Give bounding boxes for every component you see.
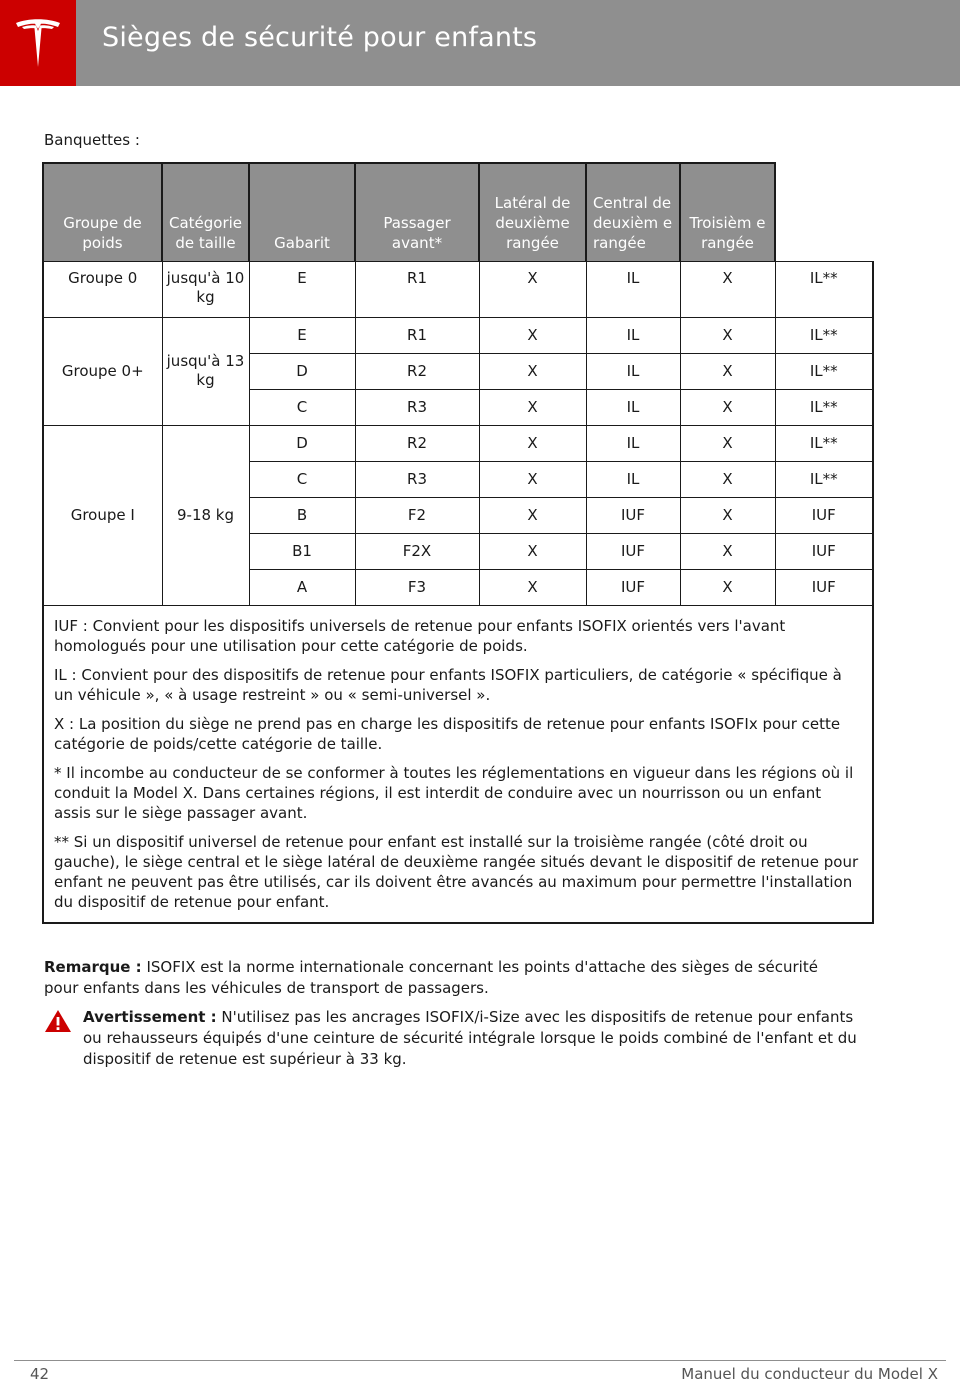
warning-text: N'utilisez pas les ancrages ISOFIX/i-Size avec les dispositifs de retenue pour enfants ou rehausseurs équipés d'une ceinture de sécurité intégrale lorsque le poids combiné de l'enfant et du dispositif de retenue est supérieur à 33 kg. bbox=[83, 1008, 857, 1068]
table-cell: X bbox=[680, 461, 775, 497]
table-cell: X bbox=[680, 261, 775, 317]
page-header bbox=[0, 0, 960, 86]
page-number: 42 bbox=[30, 1365, 50, 1383]
table-cell: X bbox=[680, 497, 775, 533]
table-cell: IL** bbox=[775, 317, 873, 353]
tesla-logo-icon bbox=[14, 17, 62, 69]
group-name-cell: Groupe 0+ bbox=[43, 317, 162, 425]
table-cell: X bbox=[479, 261, 586, 317]
table-cell: R3 bbox=[355, 389, 479, 425]
table-cell: IUF bbox=[586, 497, 680, 533]
header-front-passenger: Passager avant* bbox=[355, 163, 479, 261]
table-cell: R1 bbox=[355, 317, 479, 353]
table-cell: X bbox=[680, 317, 775, 353]
table-cell: IUF bbox=[775, 533, 873, 569]
table-cell: IUF bbox=[775, 497, 873, 533]
table-cell: X bbox=[479, 389, 586, 425]
table-cell: IL bbox=[586, 353, 680, 389]
group-name-cell: Groupe 0 bbox=[43, 261, 162, 317]
table-cell: IUF bbox=[775, 569, 873, 605]
table-cell: IUF bbox=[586, 533, 680, 569]
table-cell: X bbox=[680, 425, 775, 461]
group-weight-cell: jusqu'à 10 kg bbox=[162, 261, 249, 317]
table-cell: X bbox=[680, 533, 775, 569]
note-iuf: IUF : Convient pour les dispositifs universels de retenue pour enfants ISOFIX orientés vers l'avant homologués pour une utilisation pour cette catégorie de poids. bbox=[54, 616, 786, 655]
table-cell: IL** bbox=[775, 353, 873, 389]
footer-manual-title: Manuel du conducteur du Model X bbox=[681, 1365, 938, 1383]
group-weight-cell: jusqu'à 13 kg bbox=[162, 317, 249, 425]
table-notes-cell bbox=[43, 605, 873, 923]
intro-text: Banquettes : bbox=[44, 131, 140, 149]
page-title: Sièges de sécurité pour enfants bbox=[102, 22, 538, 53]
table-cell: R2 bbox=[355, 425, 479, 461]
warning-paragraph bbox=[83, 1007, 873, 1070]
remark-paragraph bbox=[44, 957, 844, 999]
header-fixture: Gabarit bbox=[249, 163, 355, 261]
footer-divider bbox=[14, 1360, 946, 1361]
table-cell: X bbox=[479, 569, 586, 605]
header-size-category: Catégorie de taille bbox=[162, 163, 249, 261]
table-cell: IL** bbox=[775, 261, 873, 317]
table-cell: IL bbox=[586, 261, 680, 317]
brand-logo-box bbox=[0, 0, 76, 86]
table-row bbox=[43, 425, 873, 461]
table-cell: IL bbox=[586, 389, 680, 425]
table-cell: X bbox=[479, 425, 586, 461]
table-cell: X bbox=[680, 569, 775, 605]
table-cell: X bbox=[680, 389, 775, 425]
note-x: X : La position du siège ne prend pas en charge les dispositifs de retenue pour enfants ISOFIx pour cette catégorie de poids/cette catégorie de taille. bbox=[54, 714, 841, 753]
note-double-asterisk: ** Si un dispositif universel de retenue pour enfant est installé sur la troisième rangée (côté droit ou gauche), le siège central et le siège latéral de deuxième rangée situés devant le dispositif de retenue pour enfant ne peuvent pas être utilisés, car ils doivent être avancés au maximum pour permettre l'installation du dispositif de retenue pour enfant. bbox=[54, 832, 859, 911]
table-cell: IL bbox=[586, 461, 680, 497]
header-second-row-side: Latéral de deuxième rangée bbox=[479, 163, 586, 261]
table-notes-row bbox=[43, 605, 873, 923]
table-cell: IL bbox=[586, 317, 680, 353]
table-cell: X bbox=[479, 317, 586, 353]
table-cell: B1 bbox=[249, 533, 355, 569]
remark-text: ISOFIX est la norme internationale concernant les points d'attache des sièges de sécurité pour enfants dans les véhicules de transport de passagers. bbox=[44, 958, 818, 997]
table-cell: C bbox=[249, 461, 355, 497]
table-cell: C bbox=[249, 389, 355, 425]
remark-label: Remarque : bbox=[44, 958, 142, 976]
table-cell: F3 bbox=[355, 569, 479, 605]
isofix-seat-table bbox=[42, 162, 874, 924]
table-row bbox=[43, 317, 873, 353]
table-cell: IL bbox=[586, 425, 680, 461]
table-cell: X bbox=[680, 353, 775, 389]
table-cell: R2 bbox=[355, 353, 479, 389]
table-cell: E bbox=[249, 317, 355, 353]
table-cell: A bbox=[249, 569, 355, 605]
table-header-row bbox=[43, 163, 873, 261]
group-name-cell: Groupe I bbox=[43, 425, 162, 605]
note-il: IL : Convient pour des dispositifs de retenue pour enfants ISOFIX particuliers, de catégorie « spécifique à un véhicule », « à usage restreint » ou « semi-universel ». bbox=[54, 665, 842, 704]
table-cell: R3 bbox=[355, 461, 479, 497]
table-cell: F2X bbox=[355, 533, 479, 569]
table-cell: IL** bbox=[775, 461, 873, 497]
table-cell: D bbox=[249, 353, 355, 389]
table-cell: X bbox=[479, 353, 586, 389]
group-weight-cell: 9-18 kg bbox=[162, 425, 249, 605]
table-cell: IUF bbox=[586, 569, 680, 605]
table-cell: X bbox=[479, 461, 586, 497]
table-cell: E bbox=[249, 261, 355, 317]
table-cell: B bbox=[249, 497, 355, 533]
header-weight-group: Groupe de poids bbox=[43, 163, 162, 261]
table-cell: X bbox=[479, 497, 586, 533]
table-row bbox=[43, 261, 873, 317]
note-asterisk: * Il incombe au conducteur de se conformer à toutes les réglementations en vigueur dans les régions où il conduit la Model X. Dans certaines régions, il est interdit de conduire avec un nourrisson ou un enfant assis sur le siège passager avant. bbox=[54, 763, 854, 822]
table-cell: X bbox=[479, 533, 586, 569]
header-second-row-center: Central de deuxièm e rangée bbox=[586, 163, 680, 261]
header-third-row: Troisièm e rangée bbox=[680, 163, 775, 261]
table-cell: D bbox=[249, 425, 355, 461]
warning-triangle-icon bbox=[44, 1009, 72, 1033]
table-cell: R1 bbox=[355, 261, 479, 317]
table-cell: IL** bbox=[775, 389, 873, 425]
table-cell: F2 bbox=[355, 497, 479, 533]
warning-label: Avertissement : bbox=[83, 1008, 217, 1026]
table-cell: IL** bbox=[775, 425, 873, 461]
